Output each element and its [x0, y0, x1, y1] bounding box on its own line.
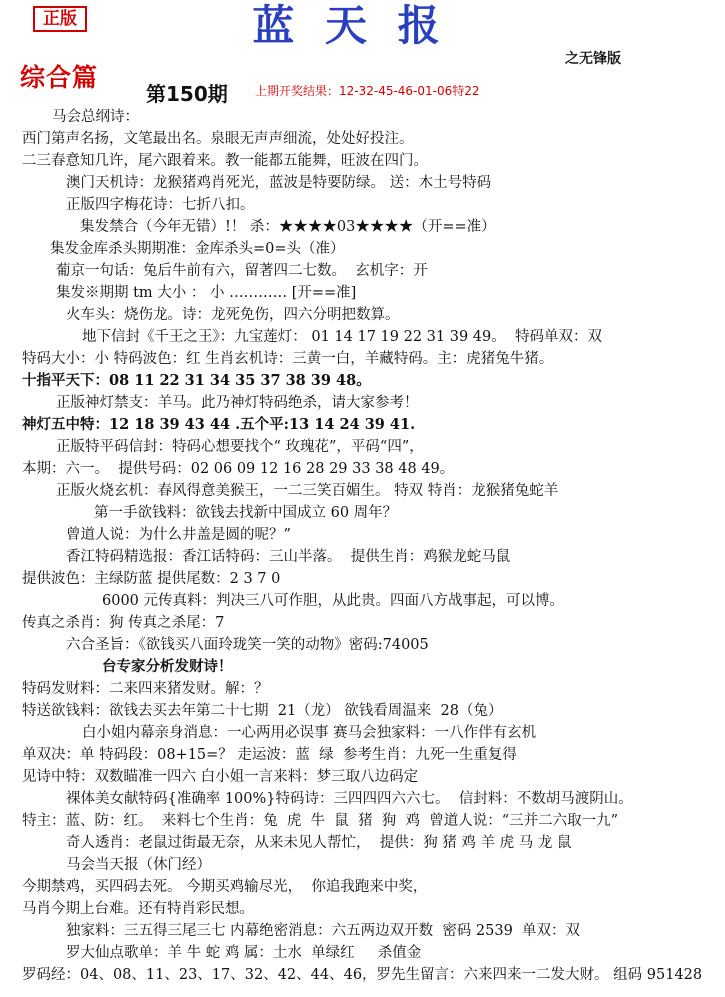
text-line: 正版神灯禁支：羊马。此乃神灯特码绝杀，请大家参考！ — [56, 395, 419, 411]
section-title: 综合篇 — [20, 63, 99, 92]
text-line: 罗码经：04、08、11、23、17、32、42、44、46，罗先生留言：六来四来一二发大财。 组码 951428 — [22, 967, 703, 983]
text-line: 火车头：烧伤龙。诗：龙死免伤，四六分明把数算。 — [66, 307, 400, 323]
text-line: 特码大小：小 特码波色：红 生肖玄机诗：三黄一白，羊藏特码。主：虎猪兔牛猪。 — [22, 351, 554, 367]
text-line: 葡京一句话：兔后牛前有六，留著四二七数。 玄机字：开 — [56, 263, 428, 279]
text-line: 澳门天机诗：龙猴猪鸡肖死光，蓝波是特要防绿。 送：木土号特码 — [66, 175, 492, 191]
issue-number: 第150期 — [146, 82, 228, 106]
text-line: 奇人透肖：老鼠过街最无奈，从来未见人帮忙， 提供：狗 猪 鸡 羊 虎 马 龙 鼠 — [66, 835, 572, 851]
text-line: 六合圣旨：《欲钱买八面玲珑笑一笑的动物》密码:74005 — [66, 637, 429, 653]
text-line: 台专家分析发财诗！ — [102, 658, 233, 675]
text-line: 特主：蓝、防：红。 来料七个生肖：兔 虎 牛 鼠 猪 狗 鸡 曾道人说：“三并二六取一九” — [22, 813, 619, 829]
text-line: 正版四字梅花诗：七折八扣。 — [66, 197, 255, 213]
text-line: 西门第声名扬，文笔最出名。泉眼无声声细流，处处好投注。 — [22, 131, 414, 147]
text-line: 本期：六一。 提供号码：02 06 09 12 16 28 29 33 38 48 49。 — [22, 461, 455, 477]
text-line: 特码发财料：二来四来猪发财。解：？ — [22, 681, 269, 697]
text-line: 香江特码精选报：香江话特码：三山半落。 提供生肖：鸡猴龙蛇马鼠 — [66, 549, 511, 565]
text-line: 曾道人说：为什么井盖是圆的呢？” — [66, 527, 291, 543]
zhengban-badge: 正版 — [33, 6, 87, 32]
text-line: 见诗中特：双数瞄准一四六 白小姐一言来料：梦三取八边码定 — [22, 769, 419, 785]
text-line: 二三春意知几许，尾六跟着来。教一能都五能舞，旺波在四门。 — [22, 153, 428, 169]
text-line: 马会总纲诗： — [52, 109, 139, 125]
text-line: 集发禁合（今年无错）!！ 杀：★★★★03★★★★（开==准） — [80, 219, 496, 235]
text-line: 今期禁鸡，买四码去死。 今期买鸡输尽光， 你追我跑来中奖， — [22, 879, 428, 895]
text-line: 马肖今期上台难。还有特肖彩民想。 — [22, 901, 254, 917]
text-line: 罗大仙点歌单：羊 牛 蛇 鸡 属：土水 单绿红 杀值金 — [66, 945, 422, 961]
text-line: 正版特平码信封：特码心想要找个“ 玫瑰花”，平码“四”， — [56, 439, 424, 455]
text-line: 提供波色：主绿防蓝 提供尾数：2 3 7 0 — [22, 571, 281, 587]
text-line: 十指平天下：08 11 22 31 34 35 37 38 39 48。 — [22, 372, 371, 389]
text-line: 地下信封《千王之王》：九宝莲灯： 01 14 17 19 22 31 39 49。 特码单双：双 — [82, 329, 602, 345]
text-line: 第一手欲钱料：欲钱去找新中国成立 60 周年？ — [94, 505, 398, 521]
text-line: 神灯五中特：12 18 39 43 44 .五个平:13 14 24 39 41. — [22, 416, 416, 433]
masthead-title: 蓝 天 报 — [252, 1, 448, 50]
text-line: 6000 元传真料：判决三八可作胆，从此贵。四面八方战事起，可以博。 — [102, 593, 565, 609]
text-line: 正版火烧玄机：春风得意美猴王，一二三笑百媚生。 特双 特肖：龙猴猪兔蛇羊 — [56, 483, 559, 499]
text-line: 集发金库杀头期期准：金库杀头=0=头（准） — [50, 241, 345, 257]
text-line: 白小姐内幕亲身消息：一心两用必误事 赛马会独家料：一八作伴有玄机 — [82, 725, 537, 741]
last-result: 上期开奖结果：12-32-45-46-01-06特22 — [255, 84, 480, 98]
edition-label: 之无锋版 — [565, 51, 621, 67]
text-line: 马会当天报（休门经） — [66, 857, 211, 873]
text-line: 集发※期期 tm 大小 ： 小 ………… [开==准] — [56, 285, 357, 301]
text-line: 独家料：三五得三尾三七 内幕绝密消息：六五两边双开数 密码 2539 单双：双 — [66, 923, 581, 939]
text-line: 单双决：单 特码段：08+15=？ 走运波：蓝 绿 参考生肖：九死一生重复得 — [22, 747, 517, 763]
text-line: 特送欲钱料：欲钱去买去年第二十七期 21（龙） 欲钱看周温来 28（兔） — [22, 703, 503, 719]
text-line: 裸体美女献特码{准确率 100%}特码诗：三四四四六六七。 信封料：不数胡马渡阴山。 — [66, 791, 633, 807]
text-line: 传真之杀肖：狗 传真之杀尾：7 — [22, 615, 225, 631]
